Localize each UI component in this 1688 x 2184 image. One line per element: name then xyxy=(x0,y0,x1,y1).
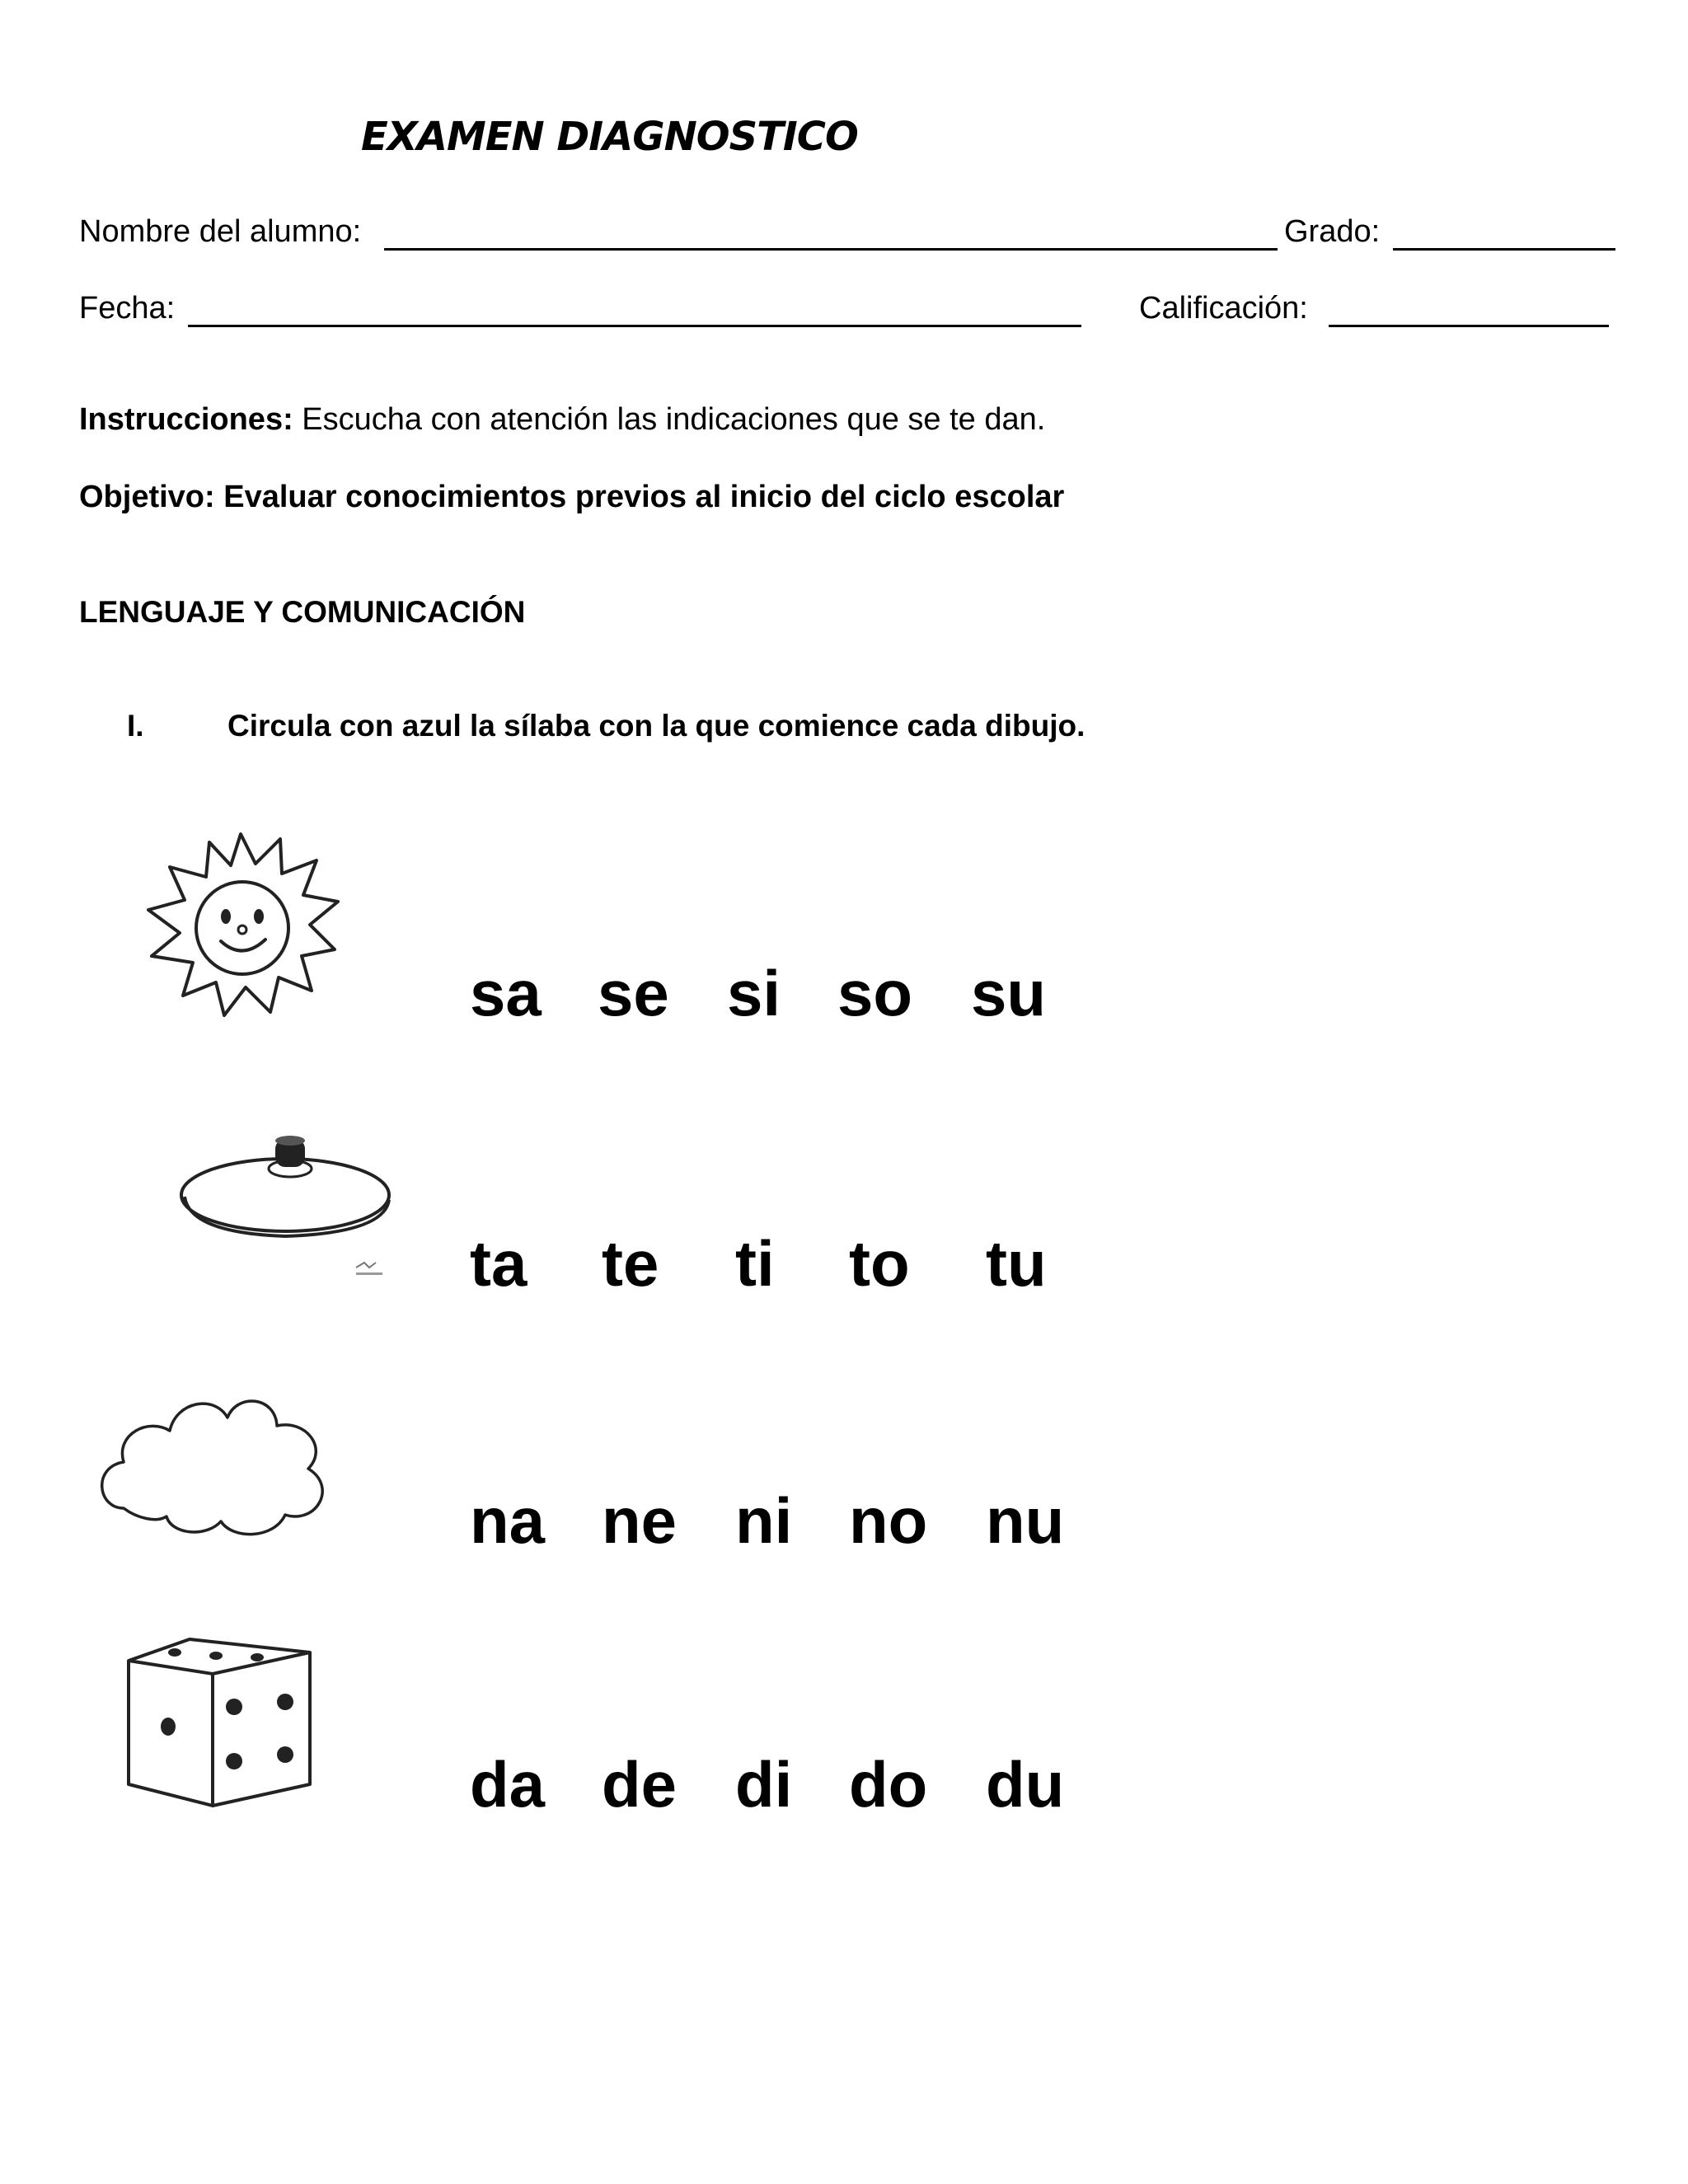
name-field[interactable] xyxy=(384,248,1278,251)
syllable-option[interactable]: no xyxy=(849,1484,928,1557)
date-field[interactable] xyxy=(188,325,1081,327)
syllable-option[interactable]: to xyxy=(849,1227,910,1300)
objective-label: Objetivo: xyxy=(79,480,215,514)
page-title: EXAMEN DIAGNOSTICO xyxy=(361,114,858,160)
instructions-label: Instrucciones: xyxy=(79,402,293,437)
sun-icon xyxy=(142,824,340,1022)
instructions-line xyxy=(79,402,1045,438)
syllable-option[interactable]: di xyxy=(735,1748,793,1821)
dice-icon xyxy=(124,1636,321,1809)
syllable-option[interactable]: te xyxy=(602,1227,659,1300)
section-title: LENGUAJE Y COMUNICACIÓN xyxy=(79,595,526,629)
syllable-option[interactable]: ta xyxy=(470,1227,528,1300)
question-text: Circula con azul la sílaba con la que comience cada dibujo. xyxy=(227,709,1085,743)
score-label: Calificación: xyxy=(1139,291,1308,326)
syllable-option[interactable]: da xyxy=(470,1748,546,1821)
syllable-option[interactable]: so xyxy=(837,957,913,1029)
score-field[interactable] xyxy=(1329,325,1609,327)
cloud-icon xyxy=(91,1376,338,1541)
syllable-option[interactable]: ne xyxy=(602,1484,678,1557)
grade-field[interactable] xyxy=(1393,248,1615,251)
syllable-option[interactable]: du xyxy=(986,1748,1065,1821)
objective-line xyxy=(79,480,1064,515)
syllable-option[interactable]: sa xyxy=(470,957,542,1029)
syllable-option[interactable]: ti xyxy=(735,1227,775,1300)
instructions-text: Escucha con atención las indicaciones que se te dan. xyxy=(302,402,1046,437)
syllable-option[interactable]: si xyxy=(727,957,781,1029)
syllable-option[interactable]: ni xyxy=(735,1484,793,1557)
name-label: Nombre del alumno: xyxy=(79,214,362,249)
grade-label: Grado: xyxy=(1284,214,1381,249)
syllable-option[interactable]: su xyxy=(971,957,1047,1029)
syllable-option[interactable]: tu xyxy=(986,1227,1047,1300)
question-number: I. xyxy=(127,709,144,743)
syllable-option[interactable]: do xyxy=(849,1748,928,1821)
date-label: Fecha: xyxy=(79,291,176,326)
syllable-option[interactable]: nu xyxy=(986,1484,1065,1557)
syllable-option[interactable]: na xyxy=(470,1484,546,1557)
syllable-option[interactable]: de xyxy=(602,1748,678,1821)
pot-lid-icon xyxy=(173,1129,412,1294)
objective-text: Evaluar conocimientos previos al inicio del ciclo escolar xyxy=(223,480,1065,514)
syllable-option[interactable]: se xyxy=(598,957,669,1029)
